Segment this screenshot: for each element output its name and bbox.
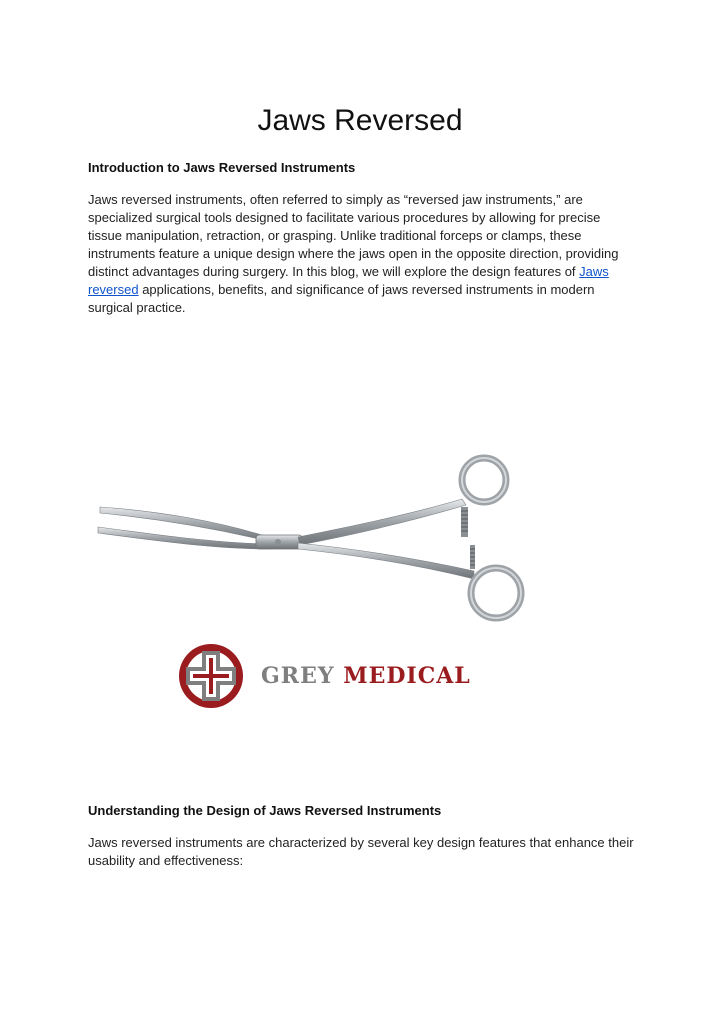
medical-cross-icon [178, 643, 244, 709]
document-title: Jaws Reversed [257, 104, 463, 137]
design-paragraph: Jaws reversed instruments are characterized by several key design features that enhance their usability and effectiveness: [88, 835, 634, 868]
logo-wordmark [261, 663, 471, 689]
intro-text-before-link: Jaws reversed instruments, often referred to simply as “reversed jaw instruments,” are specialized surgical tools designed to facilitate various procedures by allowing for precise tissue manipulation, retraction, or grasping. Unlike traditional forceps or clamps, these instruments feature a unique design where the jaws open in the opposite direction, providing distinct advantages during surgery. In this blog, we will explore the design features of [88, 192, 619, 279]
section-heading-design: Understanding the Design of Jaws Reversed Instruments [88, 803, 442, 818]
logo-word-grey: GREY [261, 663, 335, 689]
grey-medical-logo [178, 643, 471, 709]
intro-paragraph [88, 191, 636, 317]
intro-text-after-link: applications, benefits, and significance of jaws reversed instruments in modern surgical practice. [88, 282, 595, 315]
section-heading-introduction: Introduction to Jaws Reversed Instruments [88, 160, 356, 175]
jaws-reversed-link[interactable]: Jaws reversed [88, 264, 609, 297]
logo-word-medical: MEDICAL [343, 663, 471, 689]
